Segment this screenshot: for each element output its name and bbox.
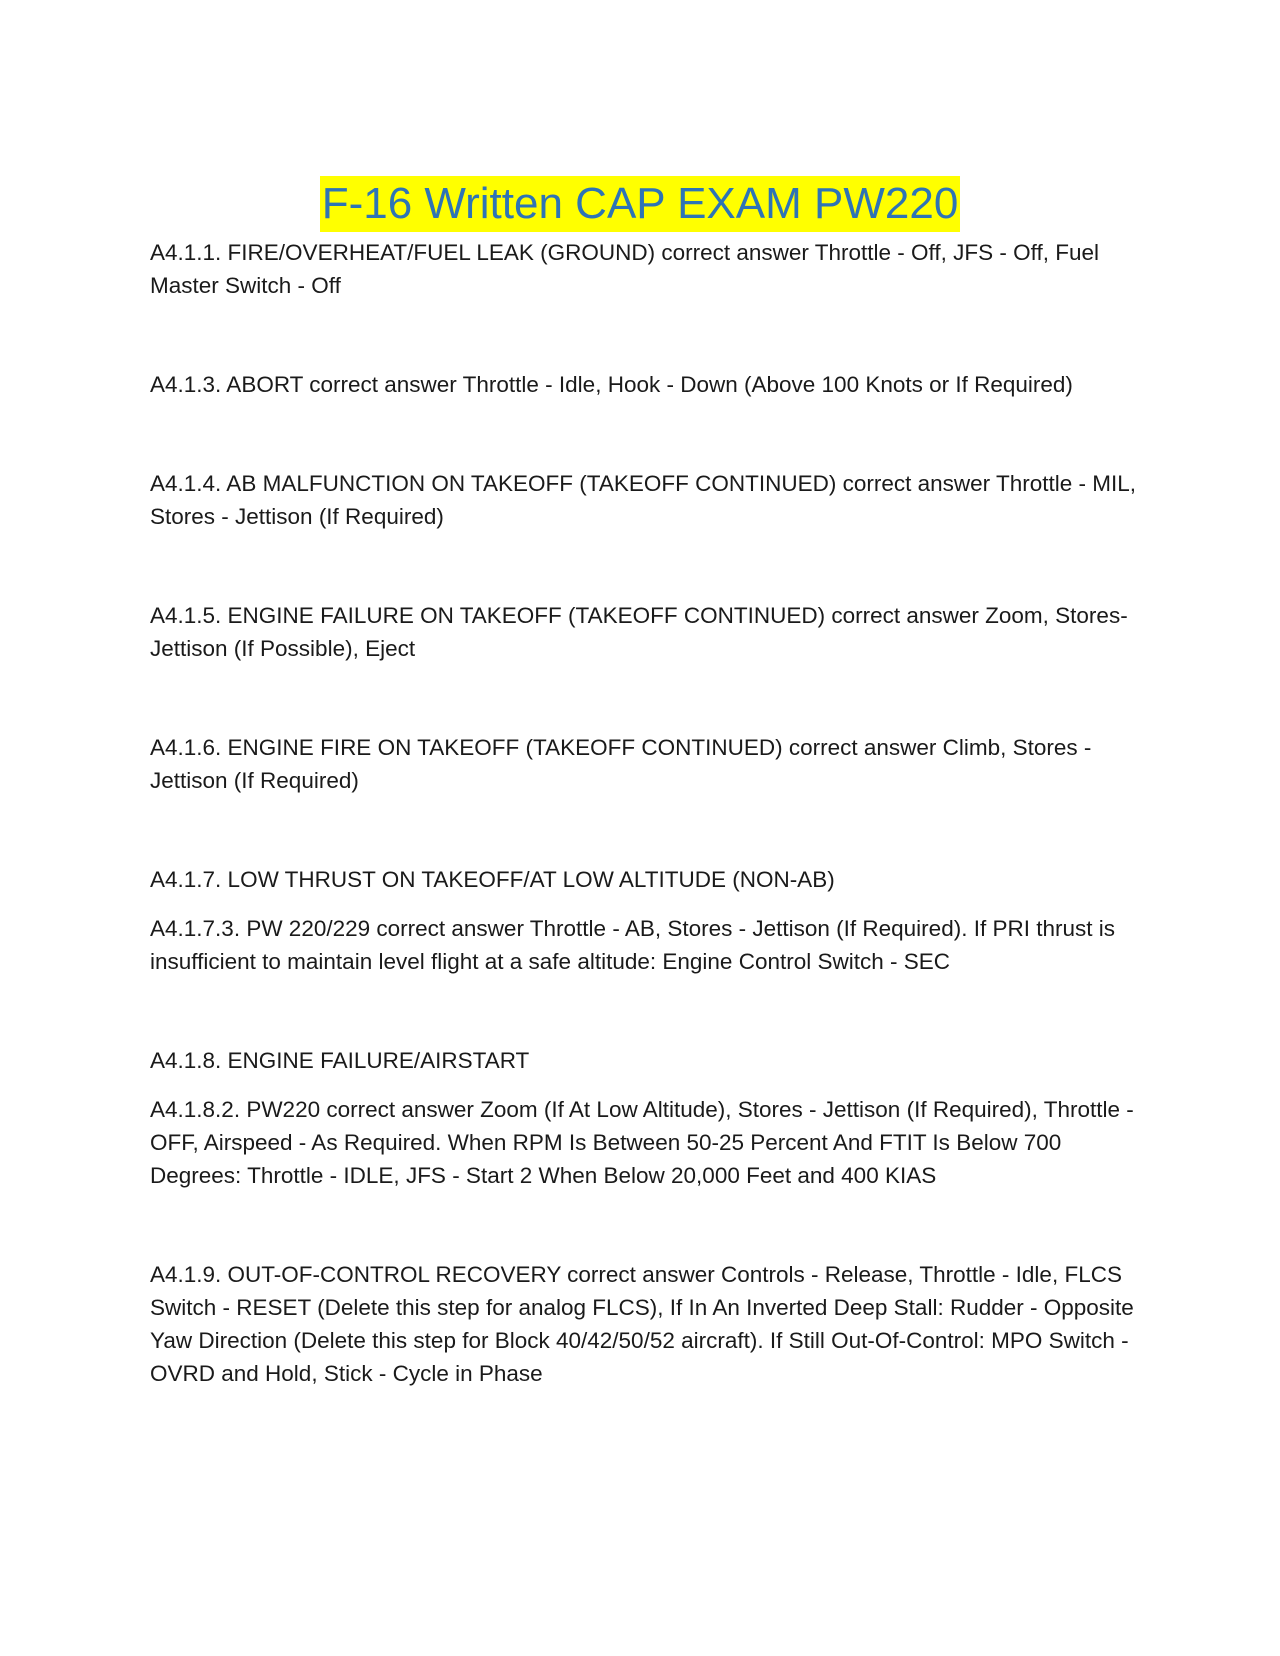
- heading-a4-1-8: A4.1.8. ENGINE FAILURE/AIRSTART: [150, 1048, 530, 1073]
- paragraph-a4-1-8-2: A4.1.8.2. PW220 correct answer Zoom (If At Low Altitude), Stores - Jettison (If Required), Throttle - OFF, Airspeed - As Required. When RPM Is Between 50-25 Percent And FTIT Is Below 700 Degrees: Throttle - IDLE, JFS - Start 2 When Below 20,000 Feet and 400 KIAS: [150, 1097, 1134, 1188]
- paragraph-a4-1-6: A4.1.6. ENGINE FIRE ON TAKEOFF (TAKEOFF CONTINUED) correct answer Climb, Stores - Jettison (If Required): [150, 735, 1092, 793]
- paragraph-a4-1-9: A4.1.9. OUT-OF-CONTROL RECOVERY correct answer Controls - Release, Throttle - Idle, FLCS Switch - RESET (Delete this step for analog FLCS), If In An Inverted Deep Stall: Rudder - Opposite Yaw Direction (Delete this step for Block 40/42/50/52 aircraft). If Still Out-Of-Control: MPO Switch - OVRD and Hold, Stick - Cycle in Phase: [150, 1262, 1134, 1386]
- paragraph-a4-1-3: A4.1.3. ABORT correct answer Throttle - Idle, Hook - Down (Above 100 Knots or If Required): [150, 372, 1073, 397]
- title-container: [0, 176, 1280, 232]
- heading-a4-1-7: A4.1.7. LOW THRUST ON TAKEOFF/AT LOW ALTITUDE (NON-AB): [150, 867, 835, 892]
- paragraph-a4-1-4: A4.1.4. AB MALFUNCTION ON TAKEOFF (TAKEOFF CONTINUED) correct answer Throttle - MIL, Stores - Jettison (If Required): [150, 471, 1137, 529]
- paragraph-a4-1-5: A4.1.5. ENGINE FAILURE ON TAKEOFF (TAKEOFF CONTINUED) correct answer Zoom, Stores-Jettison (If Possible), Eject: [150, 603, 1128, 661]
- document-title: F-16 Written CAP EXAM PW220: [320, 176, 961, 232]
- paragraph-a4-1-1: A4.1.1. FIRE/OVERHEAT/FUEL LEAK (GROUND) correct answer Throttle - Off, JFS - Off, Fuel Master Switch - Off: [150, 240, 1099, 298]
- paragraph-a4-1-7-3: A4.1.7.3. PW 220/229 correct answer Throttle - AB, Stores - Jettison (If Required). If PRI thrust is insufficient to maintain level flight at a safe altitude: Engine Control Switch - SEC: [150, 916, 1115, 974]
- document-body: [150, 236, 1140, 1390]
